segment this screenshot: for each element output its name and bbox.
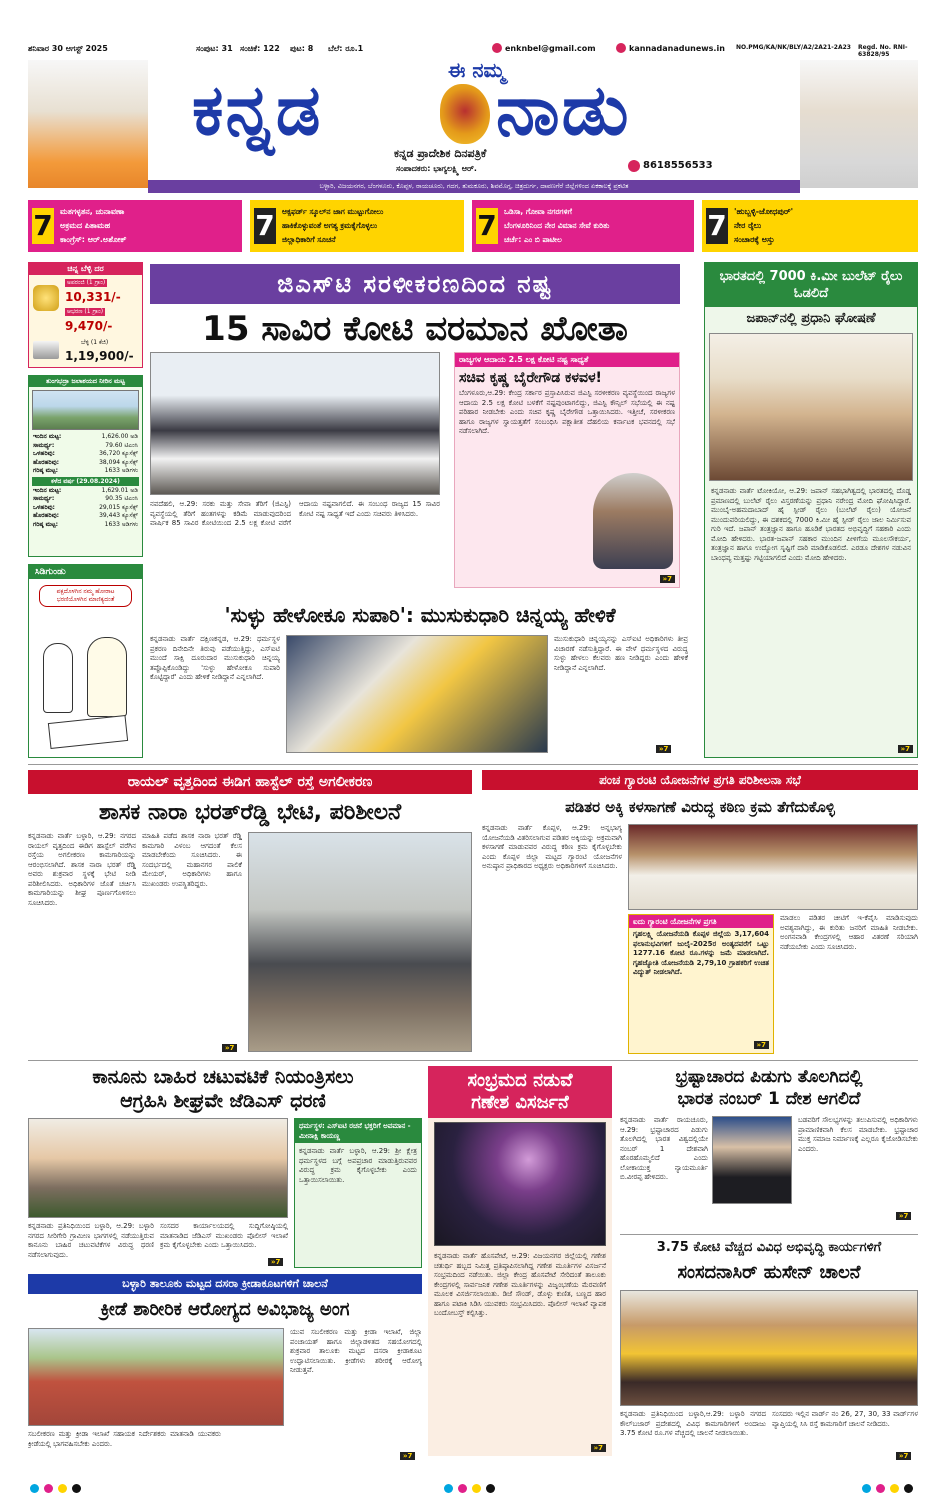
teaser-page-badge: 7 [33,209,53,242]
silver-icon [33,341,59,359]
mp-body-right: ಸಂಸದರು ಇಲ್ಲಿನ ವಾರ್ಡ್ ನಂ 26, 27, 30, 33 ವಾರ್ಡ್‌ಗಳ ವ್ಯಾಪ್ತಿಯಲ್ಲಿ ಸಿಸಿ ರಸ್ತೆ ಕಾಮಗಾರಿಗೆ ಚಾಲನೆ ನೀಡಿದರು. [772,1410,918,1428]
teaser-line: 'ಹುಬ್ಬಳ್ಳಿ-ಜೋಧಪುರ್' [734,207,794,216]
corruption-photo [712,1116,792,1204]
issue-date: ಶನಿವಾರ 30 ಆಗಸ್ಟ್ 2025 [28,44,108,53]
yellow-dot [890,1484,899,1493]
hostel-kicker [28,770,472,794]
gold-icon [33,285,59,311]
masked-headline: 'ಸುಳ್ಳು ಹೇಳೋಕೂ ಸುಪಾರಿ': ಮುಸುಕುಧಾರಿ ಚಿನ್ನಯ್ಯ ಹೇಳಿಕೆ [224,603,616,627]
black-dot [486,1484,495,1493]
dam-reading-label: ಗರಿಷ್ಠ ಮಟ್ಟ: [33,467,59,474]
guarantee-body-right: ಮಾಡಲು ಪಡಿತರ ಚೀಟಿಗೆ ಇ-ಕೆವೈಸಿ ಮಾಡಿಸುವುದು ಅವಶ್ಯವಾಗಿದ್ದು, ಈ ಕುರಿತು ಜನರಿಗೆ ಮಾಹಿತಿ ನೀಡಬೇಕು. ಅಂಗನವಾಡಿ ಕೇಂದ್ರಗಳಲ್ಲಿ ಆಹಾರ ವಿತರಣೆ ಸರಿಯಾಗಿ ನಡೆಯಬೇಕು ಎಂದು ಸೂಚಿಸಿದರು. [780,914,918,951]
silver-label: ಬೆಳ್ಳಿ (1 ಕೆಜಿ) [81,339,109,346]
teaser-line: ಚರ್ಚೆ: ಎಂ ಬಿ ಪಾಟೀಲ [504,235,562,244]
bullet-kicker: ಭಾರತದಲ್ಲಿ 7000 ಕಿ.ಮೀ ಬುಲೆಟ್ ರೈಲು ಓಡಲಿದೆ [705,263,917,307]
dam-reading-label: ಹೊರಹರಿವು: [33,512,60,519]
price: ಬೆಲೆ: ರೂ.1 [328,44,364,53]
guarantee-kicker-text: ಪಂಚ ಗ್ಯಾರಂಟಿ ಯೋಜನೆಗಳ ಪ್ರಗತಿ ಪರಿಶೀಲನಾ ಸಭೆ [599,773,801,787]
registration-marks-center [444,1478,500,1497]
section-divider [28,1060,918,1061]
magenta-dot [876,1484,885,1493]
guarantee-kicker [482,770,918,790]
jds-body-left: ಕನ್ನಡನಾಡು ಪ್ರತಿನಿಧಿಯಿಂದ ಬಳ್ಳಾರಿ, ಆ.29: ಬಳ್ಳಾರಿ ನಗರದ ಸೀರಿಗೇರಿ ಗ್ರಾಮೀಣ ಭಾಗಗಳಲ್ಲಿ ನಡೆಯುತ್ತಿರುವ ಕಾನೂನು ಬಾಹಿರ ಚಟುವಟಿಕೆಗಳ ವಿರುದ್ಧ ಧರಣಿ ನಡೆಸಲಾಗುವುದು. [28,1222,154,1259]
teaser-text [734,205,914,247]
dam-title: ತುಂಗಭದ್ರಾ ಜಲಾಶಯದ ನೀರಿನ ಮಟ್ಟ [29,376,142,387]
registration-marks-left [30,1478,86,1497]
top-info-strip [28,42,918,56]
mp-body-left: ಕನ್ನಡನಾಡು ಪ್ರತಿನಿಧಿಯಿಂದ ಬಳ್ಳಾರಿ,ಆ.29: ಬಳ್ಳಾರಿ ನಗರದ ಕೌಲ್‌ಬಜಾರ್ ಪ್ರದೇಶದಲ್ಲಿ ವಿವಿಧ ಕಾಮಗಾರಿಗಳಿಗೆ ಅಂದಾಜು 3.75 ಕೋಟಿ ರೂ.ಗಳ ವೆಚ್ಚದಲ್ಲಿ ಚಾಲನೆ ನೀಡಲಾಯಿತು. [620,1410,766,1437]
sports-headline: ಕ್ರೀಡೆ ಶಾರೀರಿಕ ಆರೋಗ್ಯದ ಅವಿಭಾಜ್ಯ ಅಂಗ [100,1299,350,1320]
section-divider [28,764,918,765]
gst-sub-kicker: ರಾಜ್ಯಗಳ ಆದಾಯ 2.5 ಲಕ್ಷ ಕೋಟಿ ನಷ್ಟ ಸಾಧ್ಯತೆ [455,353,679,367]
teaser-page-badge: 7 [255,209,275,242]
hostel-headline: ಶಾಸಕ ನಾರಾ ಭರತ್‌ರೆಡ್ಡಿ ಭೇಟಿ, ಪರಿಶೀಲನೆ [98,800,402,825]
postal-number: NO.PMG/KA/NK/BLY/A2/2A21-2A23 [736,44,851,51]
modi-photo [709,333,913,481]
corruption-body-left: ಕನ್ನಡನಾಡು ವಾರ್ತೆ ರಾಯಚೂರು, ಆ.29: ಭ್ರಷ್ಟಾಚಾರದ ಪಿಡುಗು ತೊಲಗಿದಲ್ಲಿ ಭಾರತ ವಿಶ್ವದಲ್ಲಿಯೇ ನಂಬರ್ 1 ದೇಶವಾಗಿ ಹೊರಹೊಮ್ಮಲಿದೆ ಎಂದು ಲೋಕಾಯುಕ್ತ ನ್ಯಾಯಮೂರ್ತಿ ಬಿ.ವೀರಪ್ಪ ಹೇಳಿದರು. [620,1116,708,1181]
editions-banner [148,180,800,193]
dam-reading-row [33,467,138,476]
dam-reading-value: 39,443 ಕ್ಯೂಸೆಕ್ಸ್ [99,512,138,519]
jds-side-body: ಕನ್ನಡನಾಡು ವಾರ್ತೆ ಬಳ್ಳಾರಿ, ಆ.29: ಶ್ರೀ ಕ್ಷೇತ್ರ ಧರ್ಮಸ್ಥಳದ ಬಗ್ಗೆ ಅಪಪ್ರಚಾರ ಮಾಡುತ್ತಿರುವವರ ವಿರುದ್ಧ ಕ್ರಮ ಕೈಗೊಳ್ಳಬೇಕು ಎಂದು ಒತ್ತಾಯಿಸಲಾಯಿತು. [299,1147,417,1184]
dam-reading-row [33,521,138,530]
teaser-1[interactable] [28,200,242,252]
corruption-body-right: ಬಡವರಿಗೆ ಸೌಲಭ್ಯಗಳನ್ನು ತಲುಪಿಸುವಲ್ಲಿ ಅಧಿಕಾರಿಗಳು ಪ್ರಾಮಾಣಿಕವಾಗಿ ಕೆಲಸ ಮಾಡಬೇಕು. ಭ್ರಷ್ಟಾಚಾರ ಮುಕ್ತ ಸಮಾಜ ನಿರ್ಮಾಣಕ್ಕೆ ಎಲ್ಲರೂ ಕೈಜೋಡಿಸಬೇಕು ಎಂದರು. [798,1116,918,1153]
masthead-left-portrait [28,60,148,188]
dam-reading-row [33,512,138,521]
dam-reading-value: 90.35 ಟಿಎಂಸಿ [105,495,138,502]
mp-photo [620,1290,918,1406]
hostel-body-mid: ಮಾಹಿತಿ ಪಡೆದ ಶಾಸಕ ನಾರಾ ಭರತ್ ರೆಡ್ಡಿ ಕಾಮಗಾರಿ ವಿಳಂಬ ಆಗದಂತೆ ಕೆಲಸ ಮಾಡಬೇಕೆಂದು ಸೂಚಿಸಿದರು. ಈ ಸಂದರ್ಭದಲ್ಲಿ ಮಹಾನಗರ ಪಾಲಿಕೆ ಮೇಯರ್, ಅಧಿಕಾರಿಗಳು ಹಾಗೂ ಮುಖಂಡರು ಉಪಸ್ಥಿತರಿದ್ದರು. [142,832,242,888]
magenta-dot [44,1484,53,1493]
guarantee-headline: ಪಡಿತರ ಅಕ್ಕಿ ಕಳಸಾಗಣೆ ವಿರುದ್ಧ ಕಠಿಣ ಕ್ರಮ ತೆಗೆದುಕೊಳ್ಳಿ [565,798,835,816]
karnataka-map-emblem [440,84,490,144]
teaser-text [60,205,240,247]
ganesha-box [428,1066,612,1456]
rates-title: ಚಿನ್ನ ಬೆಳ್ಳಿ ದರ [29,263,142,275]
gold22-label: ಆಭರಣ (1 ಗ್ರಾಂ) [67,308,104,315]
teaser-line: ಮತಗಳ್ಳತನ, ಚುನಾವಣಾ [60,207,125,216]
dam-reading-label: ಹೊರಹರಿವು: [33,458,60,466]
gst-kicker-text: ಜಿಎಸ್‌ಟಿ ಸರಳೀಕರಣದಿಂದ ನಷ್ಟ [277,270,553,298]
cartoon-figure-right [87,637,127,717]
continue-marker[interactable]: »7 [896,1212,911,1220]
cartoon-papers [48,715,128,749]
black-dot [72,1484,81,1493]
ganesha-body: ಕನ್ನಡನಾಡು ವಾರ್ತೆ ಹೊಸಪೇಟೆ, ಆ.29: ವಿಜಯನಗರ ಜಿಲ್ಲೆಯಲ್ಲಿ ಗಣೇಶ ಚತುರ್ಥಿ ಹಬ್ಬದ ನಿಮಿತ್ತ ಪ್ರತಿಷ್ಠಾಪಿಸಲಾಗಿದ್ದ ಗಣೇಶ ಮೂರ್ತಿಗಳ ವಿಸರ್ಜನೆ ಸಂಭ್ರಮದಿಂದ ನಡೆಯಿತು. ಜಿಲ್ಲಾ ಕೇಂದ್ರ ಹೊಸಪೇಟೆ ಸೇರಿದಂತೆ ತಾಲೂಕು ಕೇಂದ್ರಗಳಲ್ಲಿ ಸಾರ್ವಜನಿಕ ಗಣೇಶ ಮೂರ್ತಿಗಳನ್ನು ವಿಜೃಂಭಣೆಯ ಮೆರವಣಿಗೆ ಮೂಲಕ ವಿಸರ್ಜಿಸಲಾಯಿತು. ಡಿಜೆ ಸೌಂಡ್, ಡೊಳ್ಳು ಕುಣಿತ, ಬಣ್ಣದ ಹಾರ ಹಾಗೂ ಪಟಾಕಿ ಸಿಡಿಸಿ ಯುವಕರು ಸಂಭ್ರಮಿಸಿದರು. ಪೊಲೀಸ್ ಇಲಾಖೆ ವ್ಯಾಪಕ ಬಂದೋಬಸ್ತ್ ಕಲ್ಪಿಸಿತ್ತು. [434,1252,606,1317]
jds-side-box [294,1118,422,1268]
dam-reading-value: 79.60 ಟಿಎಂಸಿ [105,441,138,449]
continue-marker[interactable]: »7 [400,1452,415,1460]
teaser-line: ಹಾಕಿಕೊಳ್ಳುವಂತೆ ಅಗತ್ಯ ಕ್ರಮಕೈಗೊಳ್ಳಲು [282,221,378,230]
teaser-text [282,205,462,247]
globe-icon [616,43,626,53]
jds-body-right: ಸಂಸದರ ಕಾರ್ಯಾಲಯದಲ್ಲಿ ಸುದ್ದಿಗೋಷ್ಠಿಯಲ್ಲಿ ಮಾತನಾಡಿದ ಜೆಡಿಎಸ್ ಮುಖಂಡರು ಪೊಲೀಸ್ ಇಲಾಖೆ ಕ್ರಮ ಕೈಗೊಳ್ಳಬೇಕು ಎಂದು ಒತ್ತಾಯಿಸಿದರು. [160,1222,288,1249]
dam-reading-row [33,495,138,504]
mp-kicker: 3.75 ಕೋಟಿ ವೆಚ್ಚದ ವಿವಿಧ ಅಭಿವೃದ್ಧಿ ಕಾರ್ಯಗಳಿಗೆ [656,1240,882,1255]
jds-headline-2: ಆಗ್ರಹಿಸಿ ಶೀಘ್ರವೇ ಜೆಡಿಎಸ್ ಧರಣಿ [120,1090,326,1112]
dam-reading-row [33,504,138,513]
teaser-line: ಜಿಲ್ಲಾಧಿಕಾರಿಗೆ ಸೂಚನೆ [282,235,336,244]
continue-marker[interactable]: »7 [754,1041,769,1049]
sports-kicker-text: ಬಳ್ಳಾರಿ ತಾಲೂಕು ಮಟ್ಟದ ದಸರಾ ಕ್ರೀಡಾಕೂಟಗಳಿಗೆ ಚಾಲನೆ [122,1277,328,1290]
teaser-3[interactable] [472,200,694,252]
masked-body-left: ಕನ್ನಡನಾಡು ವಾರ್ತೆ ದಕ್ಷಿಣಕನ್ನಡ, ಆ.29: ಧರ್ಮಸ್ಥಳ ಪ್ರಕರಣ ದಿನೇದಿನೇ ತಿರುವು ಪಡೆಯುತ್ತಿದ್ದು, ಎಸ್ಐಟಿ ಮುಂದೆ ಸಾಕ್ಷಿ ದೂರುದಾರ ಮುಸುಕುಧಾರಿ ಚಿನ್ನಯ್ಯ ತಪ್ಪೊಪ್ಪಿಕೊಂಡಿದ್ದು 'ಸುಳ್ಳು ಹೇಳೋಕೂ ಸುಪಾರಿ ಕೊಟ್ಟಿದ್ದಾರೆ' ಎಂದು ಹೇಳಿಕೆ ನೀಡಿದ್ದಾನೆ ಎನ್ನಲಾಗಿದೆ. [150,635,280,681]
teaser-line: ಒಡಿಸಾ, ಗೋವಾ ನಗರಗಳಿಗೆ [504,207,572,216]
dam-reading-label: ಇಂದಿನ ಮಟ್ಟ: [33,433,62,440]
guarantee-box-text: ಗೃಹಲಕ್ಷ್ಮಿ ಯೋಜನೆಯಡಿ ಕೊಪ್ಪಳ ಜಿಲ್ಲೆಯ 3,17,604 ಫಲಾನುಭವಿಗಳಿಗೆ ಜುಲೈ-2025ರ ಅಂತ್ಯದವರೆಗೆ ಒಟ್ಟು 1277.16 ಕೋಟಿ ರೂ.ಗಳನ್ನು ಜಮೆ ಮಾಡಲಾಗಿದೆ. ಗೃಹಜ್ಯೋತಿ ಯೋಜನೆಯಡಿ 2,79,10 ಗ್ರಾಹಕರಿಗೆ ಉಚಿತ ವಿದ್ಯುತ್ ನೀಡಲಾಗಿದೆ. [633,930,769,976]
gold22-value: 9,470/- [65,319,113,333]
corruption-headline-1: ಭ್ರಷ್ಟಾಚಾರದ ಪಿಡುಗು ತೊಲಗಿದಲ್ಲಿ [675,1067,863,1087]
rates-box [28,262,143,368]
dam-box [28,375,143,557]
cartoon-title: ಸಿಡಿಗುಂಡು [29,565,142,579]
dam-reading-value: 1,629.01 ಅಡಿ [101,486,138,494]
guarantee-stats-box [628,914,774,1054]
dam-reading-value: 29,015 ಕ್ಯೂಸೆಕ್ಸ್ [99,503,138,511]
hostel-kicker-text: ರಾಯಲ್ ವೃತ್ತದಿಂದ ಈಡಿಗ ಹಾಸ್ಟೆಲ್ ರಸ್ತೆ ಅಗಲೀಕರಣ [127,774,373,790]
sports-photo [28,1328,284,1426]
dam-reading-row [33,450,138,459]
registration-marks-right [862,1478,918,1497]
dam-reading-row [33,487,138,496]
cyan-dot [30,1484,39,1493]
dam-reading-row [33,459,138,468]
hostel-body-left: ಕನ್ನಡನಾಡು ವಾರ್ತೆ ಬಳ್ಳಾರಿ, ಆ.29: ನಗರದ ರಾಯಲ್ ವೃತ್ತದಿಂದ ಈಡಿಗ ಹಾಸ್ಟೆಲ್ ವರೆಗಿನ ರಸ್ತೆಯ ಅಗಲೀಕರಣ ಕಾಮಗಾರಿಯನ್ನು ಆರಂಭಿಸಲಾಗಿದೆ. ಶಾಸಕ ನಾರಾ ಭರತ್ ರೆಡ್ಡಿ ಅವರು ಶುಕ್ರವಾರ ಸ್ಥಳಕ್ಕೆ ಭೇಟಿ ನೀಡಿ ಪರಿಶೀಲಿಸಿದರು. ಅಧಿಕಾರಿಗಳ ಜೊತೆ ಚರ್ಚಿಸಿ ಕಾಮಗಾರಿಯನ್ನು ಶೀಘ್ರ ಪೂರ್ಣಗೊಳಿಸಲು ಸೂಚಿಸಿದರು. [28,832,136,907]
guarantee-photo [628,824,918,910]
teaser-2[interactable] [250,200,464,252]
teaser-4[interactable] [702,200,918,252]
dam-reading-value: 1633 ಅಡಿಗಳು [104,520,138,528]
teaser-line: ನೇರ ರೈಲು [734,221,762,230]
email-icon [492,43,502,53]
teaser-text [504,205,692,247]
guarantee-body-left: ಕನ್ನಡನಾಡು ವಾರ್ತೆ ಕೊಪ್ಪಳ, ಆ.29: ಅನ್ನಭಾಗ್ಯ ಯೋಜನೆಯಡಿ ವಿತರಿಸಲಾಗುವ ಪಡಿತರ ಅಕ್ಕಿಯನ್ನು ಅಕ್ರಮವಾಗಿ ಕಳಸಾಗಣೆ ಮಾಡುವವರ ವಿರುದ್ಧ ಕಠಿಣ ಕ್ರಮ ಕೈಗೊಳ್ಳಬೇಕು ಎಂದು ಕೊಪ್ಪಳ ಜಿಲ್ಲಾ ಮಟ್ಟದ ಗ್ಯಾರಂಟಿ ಯೋಜನೆಗಳ ಅನುಷ್ಠಾನ ಪ್ರಾಧಿಕಾರದ ಅಧ್ಯಕ್ಷರು ಅಧಿಕಾರಿಗಳಿಗೆ ಸೂಚಿಸಿದರು. [482,824,622,870]
dam-readings [29,433,142,476]
dam-reading-label: ಇಂದಿನ ಮಟ್ಟ: [33,486,62,494]
masthead-title-small: ಈ ನಮ್ಮ [448,58,506,82]
jds-headline-1: ಕಾನೂನು ಬಾಹಿರ ಚಟುವಟಿಕೆ ನಿಯಂತ್ರಿಸಲು [92,1066,354,1088]
dam-photo [32,390,139,430]
masthead-title-left: ಕನ್ನಡ [192,69,323,151]
teaser-strip [28,200,918,252]
masthead-tagline: ಕನ್ನಡ ಪ್ರಾದೇಶಿಕ ದಿನಪತ್ರಿಕೆ [394,147,487,160]
masked-photo [286,635,548,753]
yellow-dot [58,1484,67,1493]
continue-marker[interactable]: »7 [660,575,675,583]
dam-reading-label: ಸಾಮರ್ಥ್ಯ: [33,441,55,449]
whatsapp-number[interactable]: 8618556533 [643,160,713,171]
gst-photo [150,352,440,495]
email[interactable]: enknbel@gmail.com [505,44,596,53]
volume: ಸಂಪುಟ: 31 [196,44,233,53]
issue-number: ಸಂಚಿಕೆ: 122 [240,44,280,53]
continue-marker[interactable]: »7 [222,1044,237,1052]
dam-readings-last-year [29,487,142,530]
sports-kicker [28,1274,422,1294]
corruption-headline-2: ಭಾರತ ನಂಬರ್ 1 ದೇಶ ಆಗಲಿದೆ [677,1089,861,1109]
cyan-dot [444,1484,453,1493]
dam-reading-value: 36,720 ಕ್ಯೂಸೆಕ್ಸ್ [99,450,138,457]
teaser-line: ಬೆಂಗಳೂರಿನಿಂದ ನೇರ ವಿಮಾನ ಸೇವೆ ಕುರಿತು [504,221,610,230]
cyan-dot [862,1484,871,1493]
gold24-value: 10,331/- [65,290,121,304]
silver-value: 1,19,900/- [65,349,134,363]
dam-last-year: ಕಳೆದ ವರ್ಷ (29.08.2024) [32,477,139,486]
dam-reading-value: 1633 ಅಡಿಗಳು [104,467,138,474]
gst-headline: 15 ಸಾವಿರ ಕೋಟಿ ವರಮಾನ ಖೋತಾ [202,309,628,349]
editions-text: ಬಳ್ಳಾರಿ, ವಿಜಯನಗರ, ಬೆಂಗಳೂರು, ಕೊಪ್ಪಳ, ರಾಯಚೂರು, ಗದಗ, ತುಮಕೂರು, ಶಿವಮೊಗ್ಗ, ಚಿತ್ರದುರ್ಗ, ದಾವಣಗೆರೆ ಜಿಲ್ಲೆಗಳಿಂದ ಏಕಕಾಲಕ್ಕೆ ಪ್ರಕಟಿತ [319,182,629,190]
cartoon-caption: ಪಕ್ಷದೊಳಗಿನ ನಮ್ಮ ಹೋರಾಟ ಭರಣಿಯೊಳಗಿನ ಮಾಣಿಕ್ಯದಂತೆ [39,585,132,607]
black-dot [904,1484,913,1493]
gst-sub-body: ಬೆಂಗಳೂರು,ಆ.29: ಕೇಂದ್ರ ಸರ್ಕಾರ ಪ್ರಸ್ತಾಪಿಸಿರುವ ಜಿಎಸ್ಟಿ ಸರಳೀಕರಣ ವ್ಯವಸ್ಥೆಯಿಂದ ರಾಜ್ಯಗಳ ಆದಾಯ 2.5 ಲಕ್ಷ ಕೋಟಿ ಬಳಕೆಗೆ ನಷ್ಟವುಂಟಾಗಲಿದ್ದು, ಜಿಎಸ್ಟಿ ಕೌನ್ಸಿಲ್ ಸಭೆಯಲ್ಲಿ ಈ ನಷ್ಟ ಪರಿಹಾರ ನೀಡಬೇಕು ಎಂದು ಸಚಿವ ಕೃಷ್ಣ ಬೈರೇಗೌಡ ಒತ್ತಾಯಿಸಿದರು. ಇತ್ತೀಚೆ, ಸರಳೀಕರಣ ಹಾಗೂ ರಾಜ್ಯಗಳ ಸ್ವಾಯತ್ತತೆಗೆ ಸಂಬಂಧಿಸಿ ಪಕ್ಷಾತೀತ ದೆಹಲಿಯ ಕರ್ನಾಟಕ ಭವನದಲ್ಲಿ ಸಭೆ ನಡೆಸಲಾಗಿದೆ. [459,389,675,435]
yellow-dot [472,1484,481,1493]
teaser-line: ಅಕ್ರಮದ ಪಿತಾಮಹ [60,221,111,230]
continue-marker[interactable]: »7 [656,745,671,753]
masthead-editor: ಸಂಪಾದಕರು: ಭಾಗ್ಯಲಕ್ಷ್ಮಿ ಆರ್. [396,164,477,173]
masked-body-right: ಮುಸುಕುಧಾರಿ ಚಿನ್ನಯ್ಯನನ್ನು ಎಸ್ಐಟಿ ಅಧಿಕಾರಿಗಳು ತೀವ್ರ ವಿಚಾರಣೆ ನಡೆಸುತ್ತಿದ್ದಾರೆ. ಈ ವೇಳೆ ಧರ್ಮಸ್ಥಳದ ವಿರುದ್ಧ ಸುಳ್ಳು ಹೇಳಲು ಕೆಲವರು ಹಣ ನೀಡಿದ್ದರು ಎಂದು ಹೇಳಿಕೆ ನೀಡಿದ್ದಾನೆ ಎನ್ನಲಾಗಿದೆ. [554,635,688,672]
continue-marker[interactable]: »7 [268,1258,283,1266]
continue-marker[interactable]: »7 [896,1452,911,1460]
dam-reading-value: 38,094 ಕ್ಯೂಸೆಕ್ಸ್ [99,458,138,466]
cartoon-figure-left [43,643,73,713]
whatsapp-icon [628,160,640,172]
gst-sub-head: ಸಚಿವ ಕೃಷ್ಣ ಬೈರೇಗೌಡ ಕಳವಳ! [459,370,602,386]
jds-side-kicker: ಧರ್ಮಸ್ಥಳ: ಎಸ್ಐಟಿ ರಚನೆ ಭಕ್ತರಿಗೆ ಅವಮಾನ - ಮೀನಾಕ್ಷಿ ಕಾಯಣ್ಣ [295,1119,421,1143]
dam-reading-label: ಸಾಮರ್ಥ್ಯ: [33,495,55,502]
ganesha-headline-1: ಸಂಭ್ರಮದ ನಡುವೆ [467,1070,573,1091]
ganesha-photo [434,1122,606,1246]
teaser-line: ಸಂಚಾರಕ್ಕೆ ಅಸ್ತು [734,235,775,244]
hostel-photo [248,832,472,1052]
dam-reading-row [33,442,138,451]
teaser-line: ಕಾಂಗ್ರೆಸ್: ಆರ್.ಅಶೋಕ್ [60,235,127,244]
mp-headline: ಸಂಸದನಾಸಿರ್ ಹುಸೇನ್ ಚಾಲನೆ [677,1262,861,1283]
dam-reading-label: ಒಳಹರಿವು: [33,450,55,457]
masthead-title-right: ನಾಡು [496,69,631,151]
regd-number: Regd. No. RNI- 63828/95 [858,44,908,58]
bullet-headline: ಜಪಾನ್‌ನಲ್ಲಿ ಪ್ರಧಾನಿ ಘೋಷಣೆ [746,311,876,326]
minister-portrait [593,473,673,569]
page-count: ಪುಟ: 8 [290,44,314,53]
cartoon-box [28,564,143,758]
jds-photo [28,1118,288,1218]
guarantee-box-title: ಐದು ಗ್ಯಾರಂಟಿ ಯೋಜನೆಗಳ ಪ್ರಗತಿ [629,915,773,928]
gst-kicker [150,264,680,304]
bullet-box [704,262,918,758]
magenta-dot [458,1484,467,1493]
teaser-line: ಆಕ್ಸಫರ್ಡ್ ಸ್ಕೂಲ್‌ನ ಜಾಗ ಮುಟ್ಟುಗೋಲು [282,207,384,216]
sports-body-right: ಯುವ ಸಬಲೀಕರಣ ಮತ್ತು ಕ್ರೀಡಾ ಇಲಾಖೆ, ಜಿಲ್ಲಾ ಪಂಚಾಯತ್ ಹಾಗೂ ಜಿಲ್ಲಾಡಳಿತದ ಸಹಯೋಗದಲ್ಲಿ ಶುಕ್ರವಾರ ತಾಲೂಕು ಮಟ್ಟದ ದಸರಾ ಕ್ರೀಡಾಕೂಟ ಉದ್ಘಾಟಿಸಲಾಯಿತು. ಕ್ರೀಡೆಗಳು ಶರೀರಕ್ಕೆ ಆರೋಗ್ಯ ನೀಡುತ್ತವೆ. [290,1328,422,1374]
gst-body-left: ನವದೆಹಲಿ, ಆ.29: ಸರಕು ಮತ್ತು ಸೇವಾ ತೆರಿಗೆ (ಜಿಎಸ್ಟಿ) ವ್ಯವಸ್ಥೆಯಲ್ಲಿ ತೆರಿಗೆ ಹಂತಗಳನ್ನು ಕಡಿಮೆ ಮಾಡುವುದರಿಂದ ವಾರ್ಷಿಕ 85 ಸಾವಿರ ಕೋಟಿಯಿಂದ 2.5 ಲಕ್ಷ ಕೋಟಿ ವರೆಗೆ ಆದಾಯ ನಷ್ಟವಾಗಲಿದೆ. ಈ ಸಂಬಂಧ ರಾಜ್ಯದ 15 ಸಾವಿರ ಕೋಟಿ ನಷ್ಟ ಸಾಧ್ಯತೆ ಇದೆ ಎಂದು ಸಚಿವರು ತಿಳಿಸಿದರು. [150,500,440,527]
website[interactable]: kannadanadunews.in [629,44,725,53]
teaser-page-badge: 7 [707,209,727,242]
bullet-body: ಕನ್ನಡನಾಡು ವಾರ್ತೆ ಟೋಕಿಯೋ, ಆ.29: ಜಪಾನ್ ಸಹಭಾಗಿತ್ವದಲ್ಲಿ ಭಾರತದಲ್ಲಿ ದೊಡ್ಡ ಪ್ರಮಾಣದಲ್ಲಿ ಬುಲೆಟ್ ರೈಲು ವಿಸ್ತರಣೆಯನ್ನು ಪ್ರಧಾನಿ ನರೇಂದ್ರ ಮೋದಿ ಘೋಷಿಸಿದ್ದಾರೆ. ಮುಂಬೈ-ಅಹಮದಾಬಾದ್ ಹೈ ಸ್ಪೀಡ್ ರೈಲು (ಬುಲೆಟ್ ರೈಲು) ಯೋಜನೆ ಮುಂದುವರಿಯಲಿದ್ದು, ಈ ದಶಕದಲ್ಲಿ 7000 ಕಿ.ಮೀ ಹೈ ಸ್ಪೀಡ್ ರೈಲು ಜಾಲ ನಿರ್ಮಿಸುವ ಗುರಿ ಇದೆ. ಜಪಾನ್ ತಂತ್ರಜ್ಞಾನ ಹಾಗೂ ಹೂಡಿಕೆ ಭಾರತದ ಅಭಿವೃದ್ಧಿಗೆ ಸಹಕಾರಿ ಎಂದು ಮೋದಿ ಹೇಳಿದರು. ಭಾರತ-ಜಪಾನ್ ಸಹಕಾರ ಮುಂದಿನ ಪೀಳಿಗೆಯ ಮೂಲಸೌಕರ್ಯ, ತಂತ್ರಜ್ಞಾನ ಹಾಗೂ ಉದ್ಯೋಗ ಸೃಷ್ಟಿಗೆ ದಾರಿ ಮಾಡಿಕೊಡಲಿದೆ. ಎರಡೂ ದೇಶಗಳ ನಡುವಿನ ಬಾಂಧವ್ಯ ಮತ್ತಷ್ಟು ಗಟ್ಟಿಯಾಗಲಿದೆ ಎಂದು ಮೋದಿ ಹೇಳಿದರು. [711,487,911,562]
teaser-page-badge: 7 [477,209,497,242]
continue-marker[interactable]: »7 [898,745,913,753]
gst-sub-box [454,352,680,588]
dam-reading-label: ಒಳಹರಿವು: [33,503,55,511]
ganesha-headline-2: ಗಣೇಶ ವಿಸರ್ಜನೆ [471,1092,569,1113]
dam-reading-row [33,433,138,442]
continue-marker[interactable]: »7 [591,1444,606,1452]
sports-body-bottom: ಸಬಲೀಕರಣ ಮತ್ತು ಕ್ರೀಡಾ ಇಲಾಖೆ ಸಹಾಯಕ ನಿರ್ದೇಶಕರು ಮಾತನಾಡಿ ಯುವಕರು ಕ್ರೀಡೆಯಲ್ಲಿ ಭಾಗವಹಿಸಬೇಕು ಎಂದರು. [28,1430,221,1448]
dam-reading-value: 1,626.00 ಅಡಿ [101,433,138,440]
ganesha-header [428,1066,612,1118]
dam-reading-label: ಗರಿಷ್ಠ ಮಟ್ಟ: [33,520,59,528]
section-divider [620,1234,918,1235]
masthead-right-portrait [800,60,918,188]
gold24-label: ಅಪರಂಜಿ (1 ಗ್ರಾಂ) [67,279,106,286]
